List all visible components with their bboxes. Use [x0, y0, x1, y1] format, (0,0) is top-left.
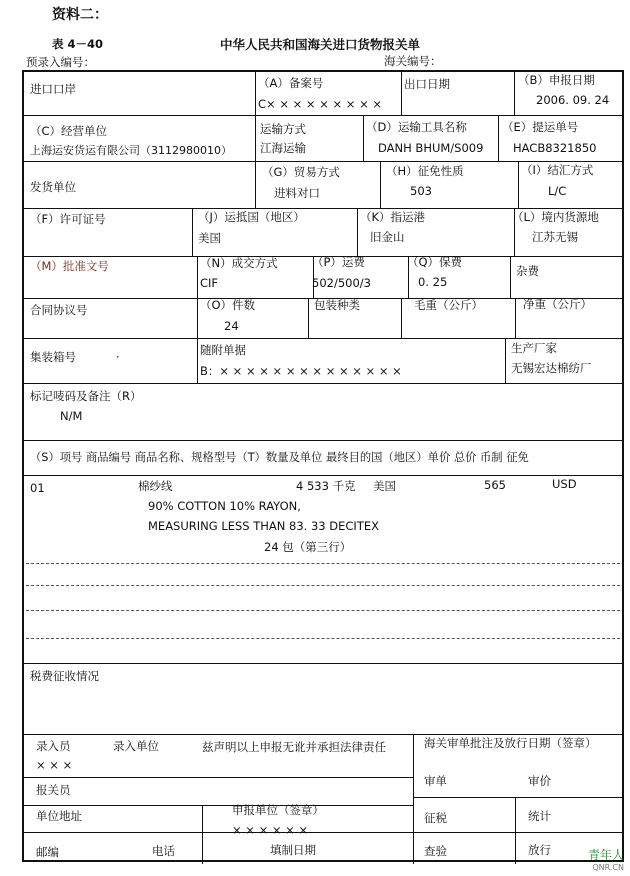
approval-number-label: （M）批准文号	[30, 259, 109, 273]
document-review-label: 审单	[424, 774, 447, 788]
container-number-value: ·	[116, 350, 120, 364]
gross-weight-label: 毛重（公斤）	[414, 298, 483, 312]
container-number-label: 集装箱号	[30, 350, 76, 364]
record-number-value: C× × × × × × × × ×	[258, 97, 382, 111]
pieces-value: 24	[224, 319, 239, 333]
material-label: 资料二：	[52, 7, 108, 23]
misc-fee-label: 杂费	[516, 264, 539, 278]
transport-mode-label: 运输方式	[260, 122, 306, 136]
table-number: 表 4－40	[52, 37, 104, 51]
domestic-source-label: （L）境内货源地	[512, 210, 599, 224]
goods-name: 棉纱线	[138, 479, 173, 493]
postcode-label: 邮编	[36, 845, 59, 859]
port-label: （K）指运港	[360, 210, 426, 224]
license-label: （F）许可证号	[30, 212, 106, 226]
entry-person-label: 录入员	[36, 739, 71, 753]
price-review-label: 审价	[528, 774, 551, 788]
settlement-value: L/C	[548, 184, 567, 198]
manufacturer-value: 无锡宏达棉纺厂	[511, 361, 592, 375]
attached-documents-value: B：× × × × × × × × × × × × × ×	[200, 364, 402, 378]
watermark	[588, 846, 624, 872]
declaring-unit-label: 申报单位（签章）	[232, 803, 324, 817]
declaration-statement: 兹声明以上申报无讹并承担法律责任	[202, 740, 386, 754]
marks-value: N/M	[60, 409, 83, 423]
goods-spec-line2: MEASURING LESS THAN 83. 33 DECITEX	[148, 519, 379, 533]
levy-nature-value: 503	[410, 184, 432, 198]
watermark-site: QNR.CN	[592, 863, 624, 872]
goods-packaging: 24 包（第三行）	[264, 540, 352, 554]
bill-of-lading-label: （E）提运单号	[502, 120, 579, 134]
destination-country-label: （J）运抵国（地区）	[198, 210, 305, 224]
entry-unit-label: 录入单位	[113, 739, 159, 753]
pre-entry-number-label: 预录入编号：	[26, 55, 95, 69]
customs-number-label: 海关编号：	[384, 54, 442, 68]
bill-of-lading-value: HACB8321850	[513, 141, 597, 155]
operator-label: （C）经营单位	[30, 124, 108, 138]
import-date-label: 出口日期	[404, 77, 450, 91]
settlement-label: （I）结汇方式	[521, 163, 594, 177]
vessel-value: DANH BHUM/S009	[378, 141, 484, 155]
inspection-label: 查验	[424, 844, 447, 858]
statistics-label: 统计	[528, 809, 551, 823]
domestic-source-value: 江苏无锡	[532, 230, 578, 244]
trade-mode-value: 进料对口	[274, 186, 320, 200]
insurance-label: （Q）保费	[407, 255, 463, 269]
transport-mode-value: 江海运输	[260, 141, 306, 155]
declare-date-label: （B）申报日期	[518, 73, 595, 87]
net-weight-label: 净重（公斤）	[523, 297, 592, 311]
page-title: 中华人民共和国海关进口货物报关单	[220, 37, 421, 52]
attached-documents-label: 随附单据	[200, 343, 246, 357]
goods-quantity: 4 533 千克	[296, 479, 356, 493]
tax-levy-label: 征税	[424, 811, 447, 825]
release-label: 放行	[528, 843, 551, 857]
levy-nature-label: （H）征免性质	[386, 164, 464, 178]
freight-label: （P）运费	[312, 255, 365, 269]
pieces-label: （O）件数	[200, 298, 256, 312]
declare-date-value: 2006. 09. 24	[536, 93, 610, 107]
deal-terms-label: （N）成交方式	[200, 256, 278, 270]
declaring-unit-value: × × × × × ×	[232, 823, 309, 837]
goods-currency: USD	[552, 477, 577, 491]
deal-terms-value: CIF	[200, 276, 219, 290]
customs-approval-label: 海关审单批注及放行日期（签章）	[424, 736, 597, 750]
packing-type-label: 包装种类	[314, 298, 360, 312]
contract-number-label: 合同协议号	[30, 303, 88, 317]
tax-collection-label: 税费征收情况	[30, 669, 99, 683]
watermark-text: 青年人	[587, 848, 624, 862]
consignor-label: 发货单位	[30, 180, 76, 194]
trade-mode-label: （G）贸易方式	[262, 165, 340, 179]
marks-label: 标记唛码及备注（R）	[30, 389, 142, 403]
fill-date-label: 填制日期	[270, 843, 316, 857]
goods-header: （S）项号 商品编号 商品名称、规格型号（T）数量及单位 最终目的国（地区）单价 总价 币制 征免	[30, 451, 529, 464]
record-number-label: （A）备案号	[258, 76, 324, 90]
goods-country: 美国	[373, 479, 396, 493]
entry-person-value: × × ×	[36, 758, 73, 772]
goods-spec-line1: 90% COTTON 10% RAYON,	[148, 499, 301, 513]
freight-value: 502/500/3	[312, 276, 371, 290]
destination-country-value: 美国	[198, 231, 221, 245]
port-value: 旧金山	[370, 230, 405, 244]
vessel-label: （D）运输工具名称	[366, 120, 467, 134]
unit-address-label: 单位地址	[36, 809, 82, 823]
goods-unit-price: 565	[484, 478, 506, 492]
phone-label: 电话	[152, 844, 175, 858]
operator-value: 上海运安货运有限公司（3112980010）	[30, 144, 232, 157]
insurance-value: 0. 25	[418, 275, 448, 289]
goods-item-number: 01	[30, 481, 45, 495]
import-port-label: 进口口岸	[30, 82, 76, 96]
declarer-label: 报关员	[36, 783, 71, 797]
manufacturer-label: 生产厂家	[511, 341, 557, 355]
